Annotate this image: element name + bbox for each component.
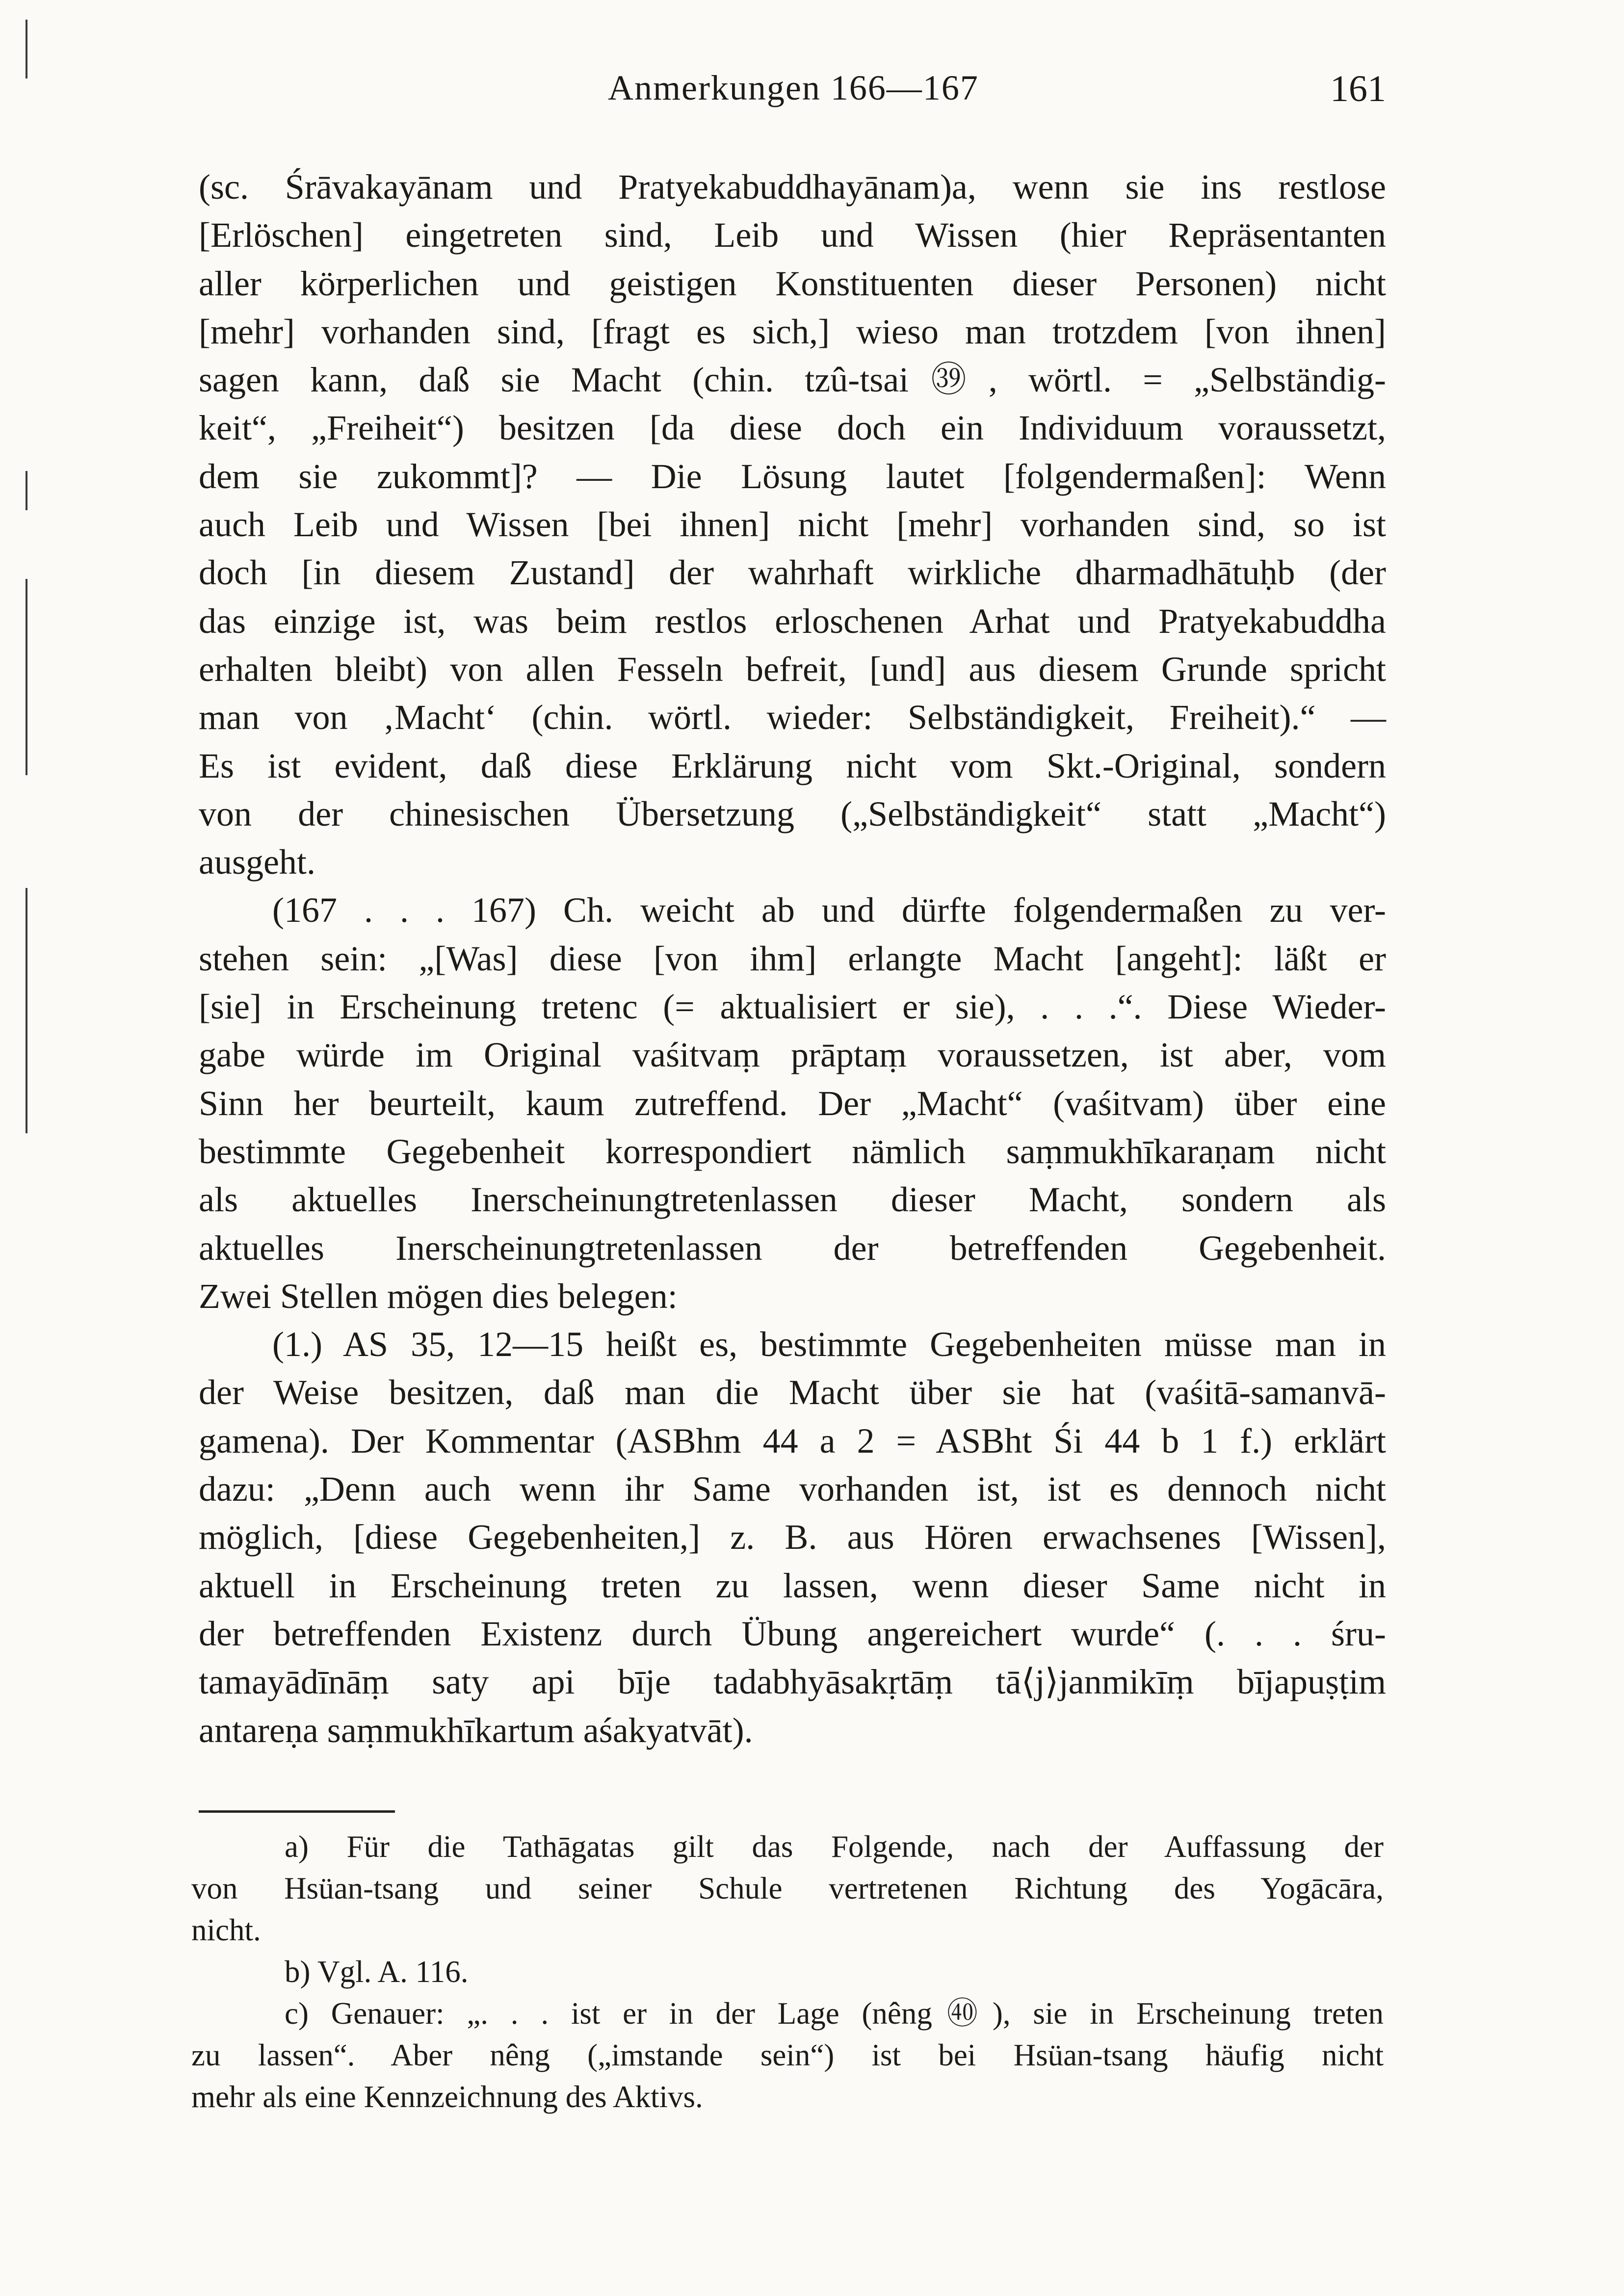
scan-edge-mark	[26, 20, 27, 78]
text-line: erhalten bleibt) von allen Fesseln befreit, [und] aus diesem Grunde spricht	[199, 649, 1386, 689]
text-line: dazu: „Denn auch wenn ihr Same vorhanden ist, ist es dennoch nicht	[199, 1469, 1386, 1509]
footnote-line: zu lassen“. Aber nêng („imstande sein“) ist bei Hsüan-tsang häufig nicht	[191, 2038, 1384, 2072]
text-line: dem sie zukommt]? — Die Lösung lautet [folgendermaßen]: Wenn	[199, 456, 1386, 496]
text-line: (1.) AS 35, 12—15 heißt es, bestimmte Gegebenheiten müsse man in	[272, 1325, 1386, 1364]
footnote-line: c) Genauer: „. . . ist er in der Lage (nêng㊵), sie in Erscheinung treten	[285, 1996, 1384, 2031]
page-number: 161	[1330, 68, 1386, 109]
text-line: ausgeht.	[199, 842, 315, 882]
text-line: keit“, „Freiheit“) besitzen [da diese doch ein Individuum voraussetzt,	[199, 408, 1386, 448]
page-header	[199, 68, 1386, 112]
text-line: aller körperlichen und geistigen Konstituenten dieser Personen) nicht	[199, 263, 1386, 303]
text-line: [mehr] vorhanden sind, [fragt es sich,] wieso man trotzdem [von ihnen]	[199, 312, 1386, 351]
text-line: aktuell in Erscheinung treten zu lassen, wenn dieser Same nicht in	[199, 1565, 1386, 1605]
text-line: doch [in diesem Zustand] der wahrhaft wirkliche dharmadhātuḥb (der	[199, 553, 1386, 593]
text-line: auch Leib und Wissen [bei ihnen] nicht [mehr] vorhanden sind, so ist	[199, 505, 1386, 545]
text-line: das einzige ist, was beim restlos erloschenen Arhat und Pratyekabuddha	[199, 601, 1386, 641]
scan-edge-mark	[26, 888, 27, 1133]
text-line: gamena). Der Kommentar (ASBhm 44 a 2 = ASBht Śi 44 b 1 f.) erklärt	[199, 1421, 1386, 1461]
footnote-line: von Hsüan-tsang und seiner Schule vertretenen Richtung des Yogācāra,	[191, 1871, 1384, 1905]
footnote-line: a) Für die Tathāgatas gilt das Folgende, nach der Auffassung der	[285, 1829, 1384, 1864]
text-line: Sinn her beurteilt, kaum zutreffend. Der „Macht“ (vaśitvam) über eine	[199, 1083, 1386, 1123]
footnote-line: nicht.	[191, 1913, 261, 1947]
footnotes	[191, 1826, 1384, 2118]
main-text	[199, 163, 1386, 1754]
footnote-line: b) Vgl. A. 116.	[285, 1955, 469, 1989]
text-line: (167 . . . 167) Ch. weicht ab und dürfte folgendermaßen zu ver-	[272, 890, 1386, 930]
text-line: tamayādīnāṃ saty api bīje tadabhyāsakṛtāṃ tā⟨j⟩janmikīṃ bījapuṣṭim	[199, 1662, 1386, 1702]
footnote-line: mehr als eine Kennzeichnung des Aktivs.	[191, 2080, 703, 2114]
text-line: der Weise besitzen, daß man die Macht über sie hat (vaśitā-samanvā-	[199, 1373, 1386, 1412]
text-line: der betreffenden Existenz durch Übung angereichert wurde“ (. . . śru-	[199, 1614, 1386, 1653]
text-line: als aktuelles Inerscheinungtretenlassen dieser Macht, sondern als	[199, 1180, 1386, 1220]
text-line: [Erlöschen] eingetreten sind, Leib und Wissen (hier Repräsentanten	[199, 215, 1386, 255]
text-line: gabe würde im Original vaśitvaṃ prāptaṃ voraussetzen, ist aber, vom	[199, 1035, 1386, 1075]
footnote-separator	[199, 1810, 395, 1813]
text-line: möglich, [diese Gegebenheiten,] z. B. aus Hören erwachsenes [Wissen],	[199, 1517, 1386, 1557]
scan-edge-mark	[26, 471, 27, 510]
text-line: [sie] in Erscheinung tretenc (= aktualisiert er sie), . . .“. Diese Wieder-	[199, 987, 1386, 1027]
text-line: antareṇa saṃmukhīkartum aśakyatvāt).	[199, 1710, 753, 1750]
text-line: (sc. Śrāvakayānam und Pratyekabuddhayānam)a, wenn sie ins restlose	[199, 167, 1386, 207]
text-line: sagen kann, daß sie Macht (chin. tzû-tsai㊴, wörtl. = „Selbständig-	[199, 360, 1386, 400]
text-line: bestimmte Gegebenheit korrespondiert nämlich saṃmukhīkaraṇam nicht	[199, 1131, 1386, 1171]
text-line: Es ist evident, daß diese Erklärung nicht vom Skt.-Original, sondern	[199, 746, 1386, 785]
text-line: Zwei Stellen mögen dies belegen:	[199, 1276, 678, 1316]
text-line: man von ‚Macht‘ (chin. wörtl. wieder: Selbständigkeit, Freiheit).“ —	[199, 698, 1386, 737]
text-line: von der chinesischen Übersetzung („Selbständigkeit“ statt „Macht“)	[199, 794, 1386, 834]
text-line: stehen sein: „[Was] diese [von ihm] erlangte Macht [angeht]: läßt er	[199, 939, 1386, 978]
text-line: aktuelles Inerscheinungtretenlassen der betreffenden Gegebenheit.	[199, 1228, 1386, 1268]
scan-edge-mark	[26, 579, 27, 775]
running-title: Anmerkungen 166—167	[608, 68, 979, 107]
